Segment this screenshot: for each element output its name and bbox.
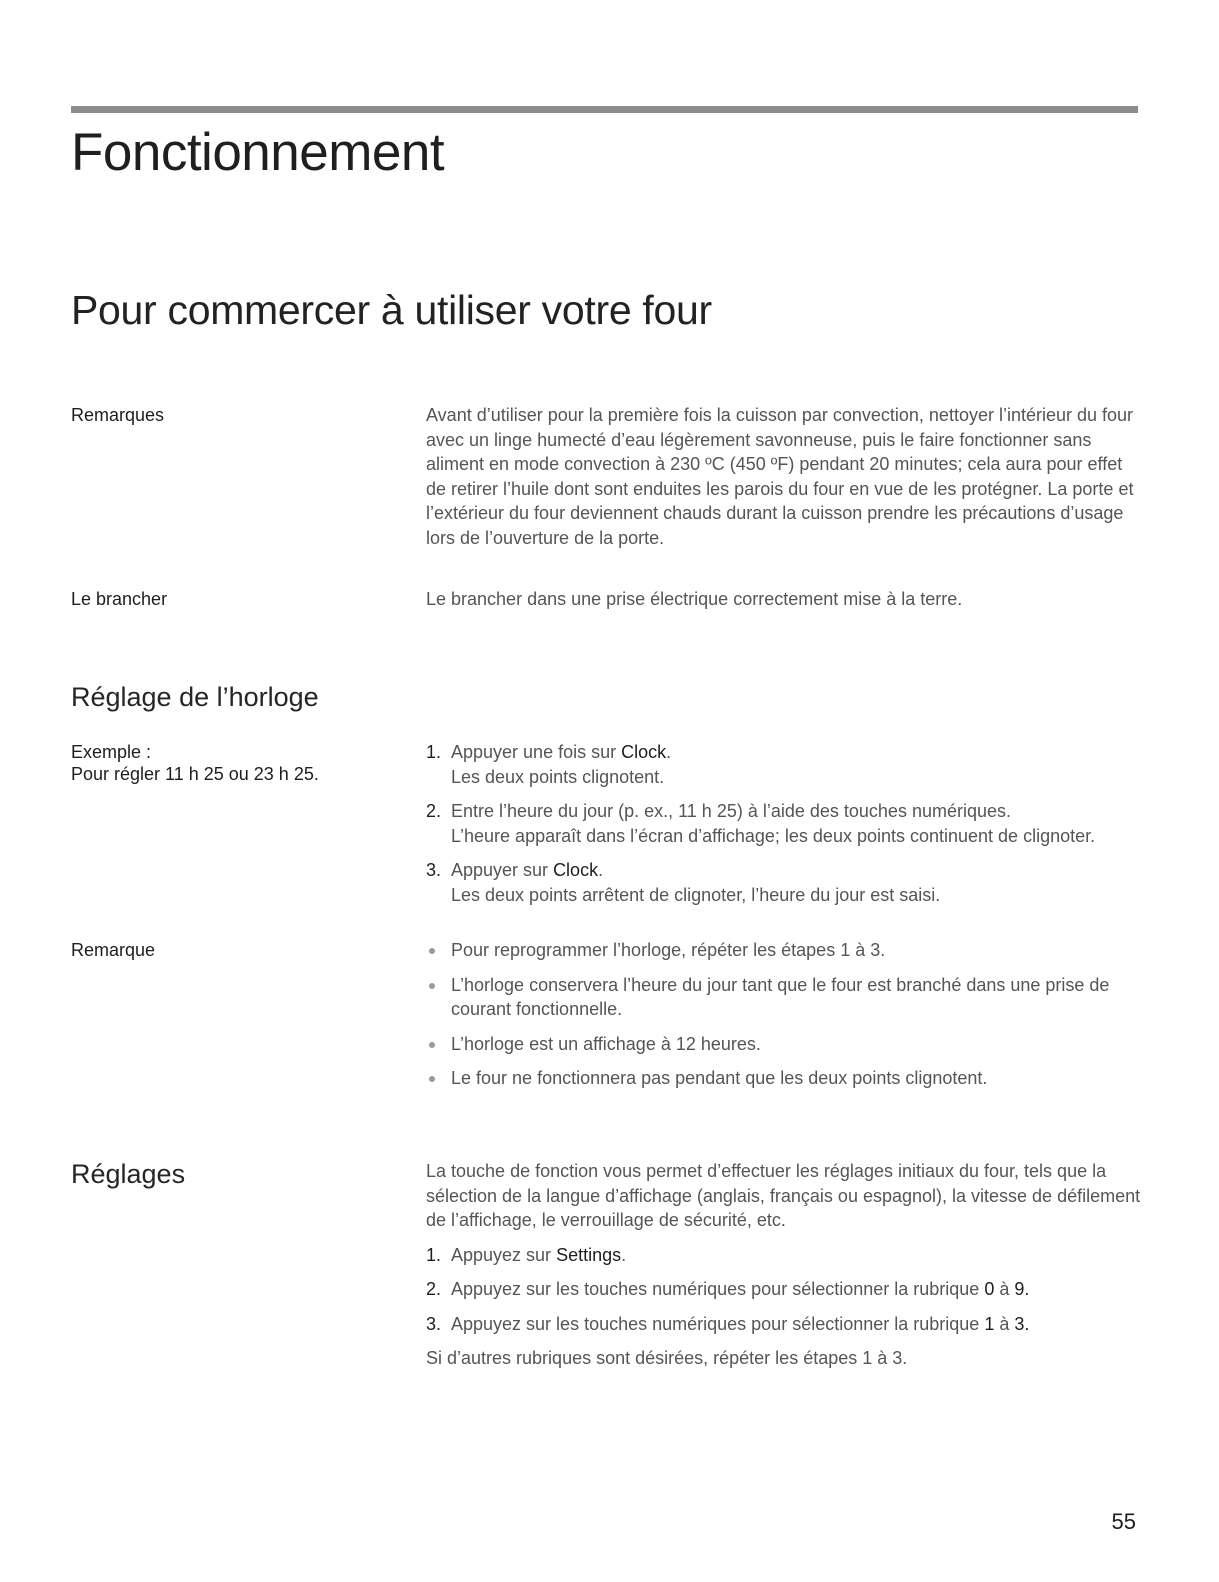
reglages-intro: La touche de fonction vous permet d’effectuer les réglages initiaux du four, tels que la sélection de la langue d’affichage (anglais, français ou espagnol), la vitesse de défilement de l’affichage, le verrouillage de sécurité, etc. [426, 1161, 1141, 1230]
step-text: Appuyez sur les touches numériques pour sélectionner la rubrique [451, 1279, 985, 1299]
step-text: Appuyer sur [451, 860, 554, 880]
horloge-step [426, 740, 1141, 789]
step-number: 1. [426, 742, 442, 762]
clock-key: Clock [553, 860, 599, 880]
step-text-end: . [598, 860, 604, 880]
remarques-paragraph: Avant d’utiliser pour la première fois la cuisson par convection, nettoyer l’intérieur du four avec un linge humecté d’eau légèrement savonneuse, puis le faire fonctionner sans aliment en mode convection à 230 ºC (450 ºF) pendant 20 minutes; cela aura pour effet de retirer l’huile dont sont enduites les parois du four en vue de les protégner. La porte et l’extérieur du four deviennent chauds durant la cuisson prendre les précautions d’usage lors de l’ouverture de la porte. [426, 405, 1134, 548]
top-rule [71, 106, 1138, 113]
reglages-step [426, 1312, 1141, 1337]
brancher-paragraph: Le brancher dans une prise électrique correctement mise à la terre. [426, 589, 963, 609]
step-number: 1. [426, 1244, 442, 1265]
brancher-label: Le brancher [71, 589, 168, 609]
range-end: 9. [1014, 1279, 1030, 1299]
bullet-text: Le four ne fonctionnera pas pendant que les deux points clignotent. [451, 1068, 988, 1088]
range-separator: à [994, 1279, 1015, 1299]
horloge-steps [426, 740, 1141, 907]
example-label-line-1: Exemple : [71, 742, 152, 762]
range-separator: à [994, 1313, 1015, 1334]
reglages-outro: Si d’autres rubriques sont désirées, répéter les étapes 1 à 3. [426, 1348, 908, 1368]
example-label-line-2: Pour régler 11 h 25 ou 23 h 25. [71, 764, 319, 784]
example-label [71, 741, 319, 785]
horloge-bullets [426, 938, 1141, 1091]
bullet-dot [429, 1076, 435, 1082]
bullet-item [426, 1066, 1141, 1091]
section-title: Pour commercer à utiliser votre four [71, 287, 712, 333]
bullet-item [426, 1032, 1141, 1057]
bullet-item [426, 938, 1141, 963]
remarques-text [426, 403, 1141, 550]
horloge-title: Réglage de l’horloge [71, 682, 319, 712]
bullet-dot [429, 983, 435, 989]
step-text: Entre l’heure du jour (p. ex., 11 h 25) à l’aide des touches numériques. [451, 801, 1011, 821]
horloge-step [426, 858, 1141, 907]
step-detail: Les deux points arrêtent de clignoter, l’heure du jour est saisi. [451, 884, 941, 905]
reglages-content [426, 1159, 1141, 1371]
step-detail: Les deux points clignotent. [451, 766, 665, 787]
horloge-step [426, 799, 1141, 848]
range-start: 0 [984, 1279, 995, 1299]
step-number: 2. [426, 801, 442, 821]
remarque-label: Remarque [71, 940, 156, 960]
brancher-text [426, 587, 1141, 612]
step-number: 3. [426, 1313, 442, 1334]
bullet-dot [429, 948, 435, 954]
page-number: 55 [1111, 1509, 1136, 1534]
step-detail: L’heure apparaît dans l’écran d’affichage; les deux points continuent de clignoter. [451, 825, 1096, 846]
chapter-title: Fonctionnement [71, 123, 445, 182]
step-number: 2. [426, 1279, 442, 1299]
range-start: 1 [984, 1313, 995, 1334]
clock-key: Clock [621, 742, 667, 762]
reglages-step [426, 1277, 1141, 1302]
step-text-end: . [621, 1244, 627, 1265]
bullet-text: Pour reprogrammer l’horloge, répéter les étapes 1 à 3. [451, 940, 886, 960]
bullet-item [426, 973, 1141, 1022]
bullet-text: L’horloge est un affichage à 12 heures. [451, 1033, 761, 1054]
settings-key: Settings [556, 1244, 622, 1265]
range-end: 3. [1014, 1313, 1030, 1334]
reglages-title: Réglages [71, 1159, 186, 1189]
step-text: Appuyez sur les touches numériques pour sélectionner la rubrique [451, 1313, 985, 1334]
reglages-step [426, 1243, 1141, 1268]
bullet-dot [429, 1042, 435, 1048]
bullet-text: L’horloge conservera l’heure du jour tant que le four est branché dans une prise de courant fonctionnelle. [451, 974, 1110, 1019]
step-number: 3. [426, 860, 442, 880]
step-text: Appuyez sur [451, 1244, 557, 1265]
step-text-end: . [666, 742, 672, 762]
remarques-label: Remarques [71, 405, 165, 425]
step-text: Appuyer une fois sur [451, 742, 622, 762]
